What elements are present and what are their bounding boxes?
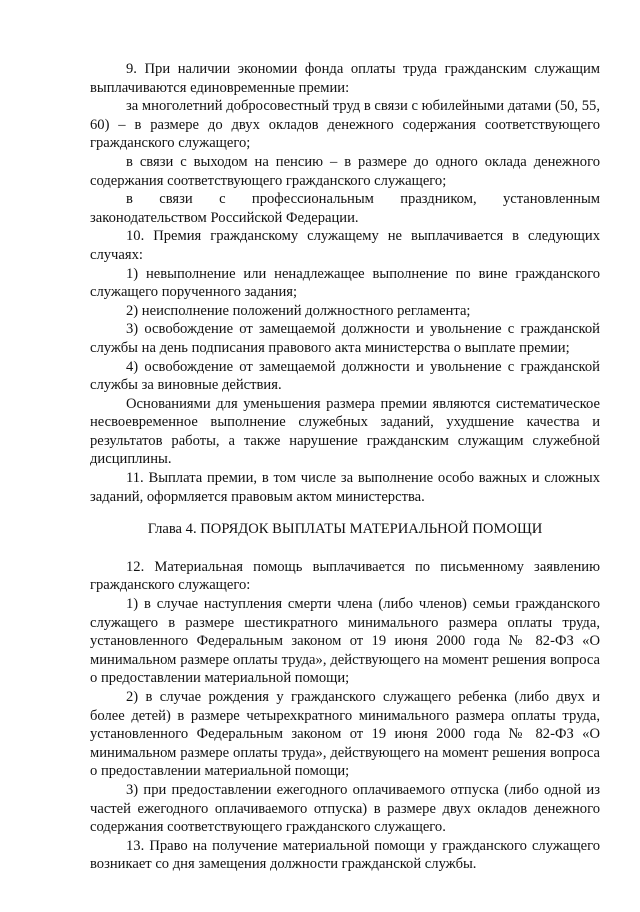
paragraph-12: 12. Материальная помощь выплачивается по письменному заявлению гражданского служащего: xyxy=(90,558,600,594)
chapter-heading: Глава 4. ПОРЯДОК ВЫПЛАТЫ МАТЕРИАЛЬНОЙ ПОМОЩИ xyxy=(147,521,543,538)
paragraph-10-item-2: 2) неисполнение положений должностного регламента; xyxy=(126,302,471,319)
paragraph-9: 9. При наличии экономии фонда оплаты труда гражданским служащим выплачиваются единовременные премии: xyxy=(90,61,600,96)
paragraph-11: 11. Выплата премии, в том числе за выполнение особо важных и сложных заданий, оформляется правовым актом министерства. xyxy=(90,470,600,505)
paragraph-10: 10. Премия гражданскому служащему не выплачивается в следующих случаях: xyxy=(90,228,600,263)
paragraph-10-item-3: 3) освобождение от замещаемой должности и увольнение с гражданской службы на день подписания правового акта министерства о выплате премии; xyxy=(90,321,600,356)
paragraph-12-item-2: 2) в случае рождения у гражданского служащего ребенка (либо двух и более детей) в размере четырехкратного минимального размера оплаты труда, установленного Федеральным законом от 19 июня 2000 года № 82-ФЗ «О минимальном размере оплаты труда», действующего на момент решения вопроса о предоставлении материальной помощи; xyxy=(90,689,600,780)
paragraph-12-item-1: 1) в случае наступления смерти члена (либо членов) семьи гражданского служащего в размере шестикратного минимального размера оплаты труда, установленного Федеральным законом от 19 июня 2000 года № 82-ФЗ «О минимальном размере оплаты труда», действующего на момент решения вопроса о предоставлении материальной помощи; xyxy=(90,596,600,687)
paragraph-reduction-grounds: Основаниями для уменьшения размера премии являются систематическое несвоевременное выполнение служебных заданий, ухудшение качества и результатов работы, а также нарушение гражданским служащим служебной дисциплины. xyxy=(90,395,600,468)
paragraph-12-item-3: 3) при предоставлении ежегодного оплачиваемого отпуска (либо одной из частей ежегодного оплачиваемого отпуска) в размере двух окладов денежного содержания соответствующего гражданского служащего. xyxy=(90,781,600,836)
paragraph-10-item-4: 4) освобождение от замещаемой должности и увольнение с гражданской службы за виновные действия. xyxy=(90,358,600,394)
paragraph-9-item-jubilee: за многолетний добросовестный труд в связи с юбилейными датами (50, 55, 60) – в размере до двух окладов денежного содержания соответствующего гражданского служащего; xyxy=(90,98,600,152)
paragraph-13: 13. Право на получение материальной помощи у гражданского служащего возникает со дня замещения должности гражданской службы. xyxy=(90,837,600,873)
paragraph-9-item-holiday: в связи с профессиональным праздником, установленным законодательством Российской Федерации. xyxy=(90,191,600,226)
document-body xyxy=(90,60,600,874)
paragraph-10-item-1: 1) невыполнение или ненадлежащее выполнение по вине гражданского служащего порученного задания; xyxy=(90,265,600,301)
paragraph-9-item-pension: в связи с выходом на пенсию – в размере до одного оклада денежного содержания соответствующего гражданского служащего; xyxy=(90,153,600,189)
